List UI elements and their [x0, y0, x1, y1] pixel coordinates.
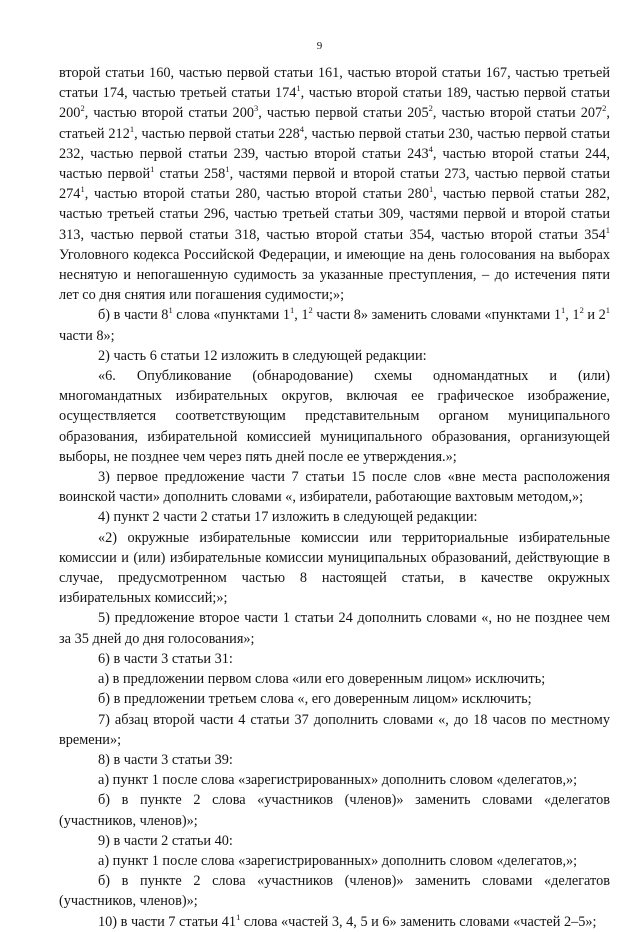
text-run: 2) часть 6 статьи 12 изложить в следующей редакции: — [98, 347, 427, 364]
text-run: а) пункт 1 после слова «зарегистрированных» дополнить словом «делегатов,»; — [98, 852, 578, 869]
text-run: 4) пункт 2 части 2 статьи 17 изложить в следующей редакции: — [98, 509, 478, 526]
document-body — [59, 63, 610, 932]
text-run: слова «пунктами 1 — [172, 307, 290, 324]
paragraph — [59, 528, 610, 609]
paragraph — [59, 790, 610, 830]
superscript: 1 — [129, 123, 135, 134]
text-run: , частями первой и второй статьи 273, частью первой статьи 274 — [59, 166, 610, 203]
text-run: 5) предложение второе части 1 статьи 24 дополнить словами «, но не позднее чем за 35 дней до дня голосования»; — [59, 610, 610, 647]
superscript: 1 — [236, 911, 241, 922]
text-run: , статьей 212 — [59, 105, 610, 142]
text-run: 7) абзац второй части 4 статьи 37 дополнить словами «, до 18 часов по местному времени»; — [59, 711, 610, 748]
text-run: , частью первой статьи 228 — [134, 125, 300, 142]
superscript: 2 — [602, 103, 607, 114]
text-run: 8) в части 3 статьи 39: — [98, 751, 233, 768]
text-run: 10) в части 7 статьи 41 — [98, 913, 237, 930]
paragraph — [59, 608, 610, 648]
superscript: 1 — [605, 224, 610, 235]
paragraph — [59, 507, 610, 527]
superscript: 1 — [80, 184, 85, 195]
text-run: б) в пункте 2 слова «участников (членов)» заменить словами «делегатов (участников, членов)»; — [59, 873, 610, 910]
text-run: б) в пункте 2 слова «участников (членов)» заменить словами «делегатов (участников, членов)»; — [59, 792, 610, 829]
paragraph — [59, 831, 610, 851]
paragraph — [59, 871, 610, 911]
superscript: 2 — [428, 103, 433, 114]
superscript: 2 — [80, 103, 85, 114]
superscript: 1 — [428, 184, 434, 195]
text-run: , частью второй статьи 207 — [432, 105, 603, 122]
paragraph — [59, 346, 610, 366]
text-run: , 1 — [294, 307, 309, 324]
text-run: «6. Опубликование (обнародование) схемы одномандатных и (или) многомандатных избирательных округов, включая ее графическое изображение, осуществляется соответствующим представительным органом муниципального образования, избирательной комиссией муниципального образования, организующей выборы, не позднее чем через пять дней после ее утверждения.»; — [59, 368, 610, 465]
text-run: 9) в части 2 статьи 40: — [98, 832, 233, 849]
superscript: 1 — [296, 83, 301, 94]
paragraph — [59, 851, 610, 871]
text-run: , 1 — [565, 307, 580, 324]
text-run: , частью второй статьи 280, частью второй статьи 280 — [84, 186, 429, 203]
paragraph — [59, 689, 610, 709]
superscript: 1 — [289, 305, 295, 316]
superscript: 1 — [605, 305, 611, 316]
text-run: второй статьи 160, частью первой статьи 161, частью второй статьи 167, частью третьей статьи 174, частью третьей статьи 174 — [59, 65, 610, 102]
text-run: б) в предложении третьем слова «, его доверенным лицом» исключить; — [98, 691, 532, 708]
text-run: , частью второй статьи 244, частью первой — [59, 145, 610, 183]
text-run: , частью второй статьи 189, частью первой статьи 200 — [59, 85, 610, 122]
text-run: и 2 — [583, 307, 606, 324]
superscript: 2 — [308, 305, 313, 316]
paragraph — [59, 750, 610, 770]
text-run: части 8» заменить словами «пунктами 1 — [312, 307, 562, 324]
paragraph — [59, 366, 610, 467]
paragraph — [59, 710, 610, 750]
text-run: , частью первой статьи 205 — [258, 105, 429, 122]
text-run: статьи 258 — [154, 166, 226, 183]
paragraph — [59, 467, 610, 507]
superscript: 1 — [225, 164, 230, 175]
paragraph — [59, 63, 610, 305]
text-run: 3) первое предложение части 7 статьи 15 после слов «вне места расположения воинской части» дополнить словами «, избиратели, работающие вахтовым методом,»; — [59, 469, 610, 506]
text-run: 6) в части 3 статьи 31: — [98, 650, 233, 667]
paragraph — [59, 669, 610, 689]
superscript: 1 — [561, 305, 566, 316]
text-run: б) в части 8 — [98, 307, 169, 324]
paragraph — [59, 649, 610, 669]
text-run: а) в предложении первом слова «или его доверенным лицом» исключить; — [98, 671, 546, 688]
paragraph — [59, 305, 610, 345]
text-run: , частью первой статьи 230, частью первой статьи 232, частью первой статьи 239, частью второй статьи 243 — [59, 125, 610, 162]
text-run: «2) окружные избирательные комиссии или территориальные избирательные комиссии и (или) избирательные комиссии муниципальных образований, действующие в случае, предусмотренном частью 8 настоящей статьи, в качестве окружных избирательных комиссий;»; — [59, 529, 610, 607]
superscript: 2 — [579, 305, 584, 316]
superscript: 1 — [168, 305, 173, 316]
superscript: 3 — [254, 103, 259, 114]
text-run: слова «частей 3, 4, 5 и 6» заменить словами «частей 2–5»; — [240, 913, 597, 930]
superscript: 4 — [299, 123, 305, 134]
text-run: , частью второй статьи 200 — [84, 105, 254, 122]
text-run: , частью первой статьи 282, частью третьей статьи 296, частью третьей статьи 309, частями первой и второй статьи 313, частью первой статьи 318, частью второй статьи 354, частью второй статьи 354 — [59, 186, 610, 243]
paragraph — [59, 912, 610, 932]
superscript: 1 — [150, 164, 155, 175]
superscript: 4 — [428, 143, 433, 154]
text-run: части 8»; — [59, 327, 115, 344]
paragraph — [59, 770, 610, 790]
page-number: 9 — [316, 40, 323, 52]
text-run: Уголовного кодекса Российской Федерации, и имеющие на день голосования на выборах неснятую и непогашенную судимость за указанные преступления, – до истечения пяти лет со дня снятия или погашения судимости;»; — [59, 246, 610, 304]
text-run: а) пункт 1 после слова «зарегистрированных» дополнить словом «делегатов,»; — [98, 772, 578, 789]
